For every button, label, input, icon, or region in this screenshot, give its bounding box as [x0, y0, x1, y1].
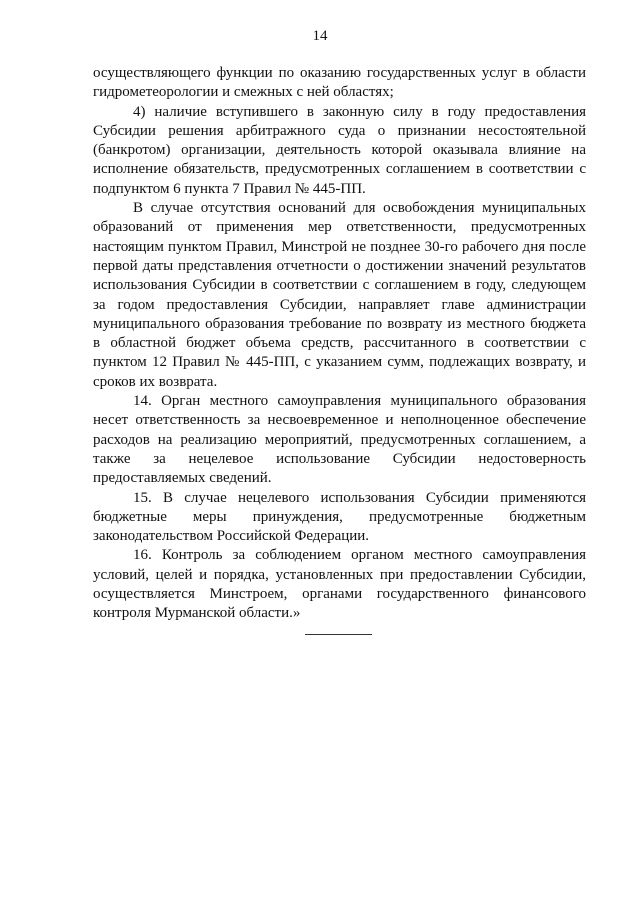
- end-of-document-rule: [305, 634, 372, 635]
- paragraph-clause-16: 16. Контроль за соблюдением органом местного самоуправления условий, целей и порядка, установленных при предоставлении Субсидии, осуществляется Минстроем, органами государственного финансового контроля Мурманской области.»: [93, 547, 586, 622]
- paragraph-clause-14: 14. Орган местного самоуправления муниципального образования несет ответственность за несвоевременное и неполноценное обеспечение расходов на реализацию мероприятий, предусмотренных соглашением, а также за нецелевое использование Субсидии недостоверность предоставляемых сведений.: [93, 393, 586, 487]
- paragraph-item-4: 4) наличие вступившего в законную силу в году предоставления Субсидии решения арбитражного суда о признании несостоятельной (банкротом) организации, деятельность которой оказывала влияние на исполнение обязательств, предусмотренных соглашением в соответствии с подпунктом 6 пункта 7 Правил № 445-ПП.: [93, 103, 586, 197]
- page-number: 14: [312, 28, 328, 44]
- paragraph-refund-requirement: В случае отсутствия оснований для освобождения муниципальных образований от применения мер ответственности, предусмотренных настоящим пунктом Правил, Минстрой не позднее 30-го рабочего дня после первой даты представления отчетности о достижении значений результатов использования Субсидии в соответствии с соглашением в году, следующем за годом предоставления Субсидии, направляет главе администрации муниципального образования требование по возврату из местного бюджета в областной бюджет объема средств, рассчитанного в соответствии с пунктом 12 Правил № 445-ПП, с указанием сумм, подлежащих возврату, и сроков их возврата.: [93, 200, 586, 390]
- document-body: [93, 64, 586, 624]
- paragraph-continuation: осуществляющего функции по оказанию государственных услуг в области гидрометеорологии и смежных с ней областях;: [93, 65, 586, 101]
- paragraph-clause-15: 15. В случае нецелевого использования Субсидии применяются бюджетные меры принуждения, предусмотренные бюджетным законодательством Российской Федерации.: [93, 489, 586, 545]
